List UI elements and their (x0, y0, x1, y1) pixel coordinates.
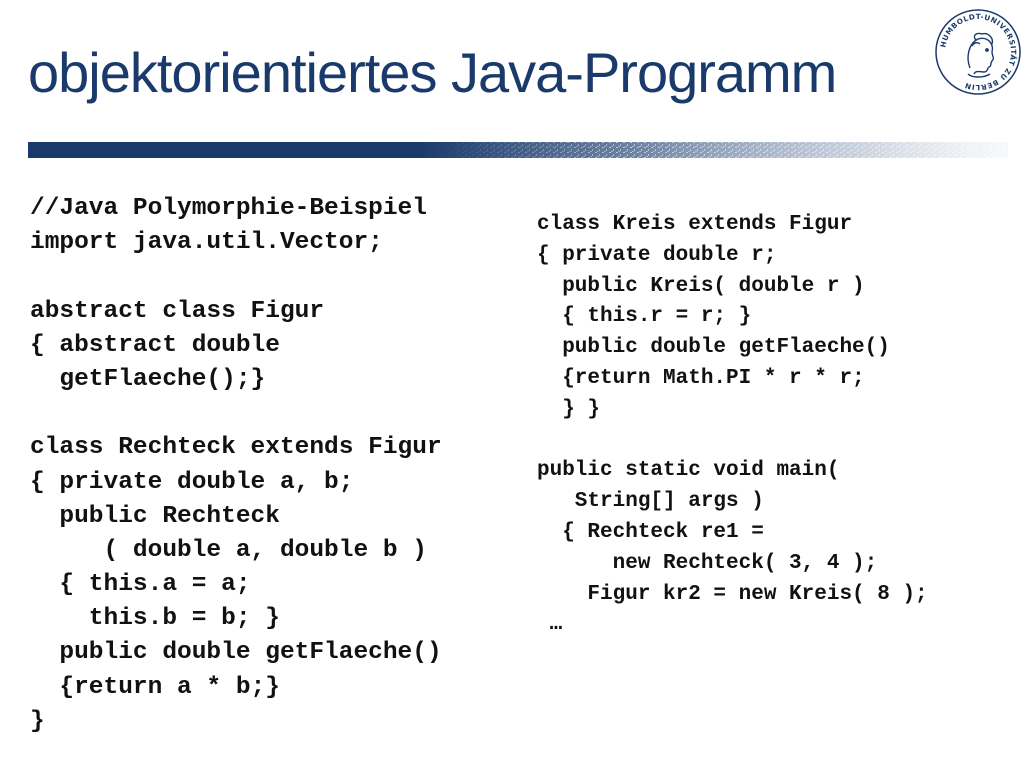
code-line: {return Math.PI * r * r; (537, 366, 865, 390)
code-line: { private double a, b; (30, 468, 354, 496)
code-line: //Java Polymorphie-Beispiel (30, 195, 427, 222)
code-line: getFlaeche();} (30, 365, 266, 393)
portrait-icon (968, 33, 993, 77)
code-line: { this.a = a; (30, 571, 251, 599)
code-line: { this.r = r; } (537, 305, 752, 329)
code-block-right (537, 210, 928, 641)
code-line: { private double r; (537, 243, 777, 267)
university-seal-logo (932, 6, 1024, 98)
code-line (537, 426, 928, 457)
code-line: String[] args ) (537, 490, 764, 514)
code-line: { abstract double (30, 331, 280, 359)
code-line: import java.util.Vector; (30, 229, 383, 257)
code-line: this.b = b; } (30, 605, 280, 633)
code-line: public Kreis( double r ) (537, 274, 865, 298)
code-line: class Kreis extends Figur (537, 213, 853, 236)
slide-title: objektorientiertes Java-Programm (28, 41, 837, 104)
code-line: … (537, 613, 563, 637)
code-line: Figur kr2 = new Kreis( 8 ); (537, 582, 928, 606)
seal-ring (936, 10, 1020, 94)
code-line: new Rechteck( 3, 4 ); (537, 551, 878, 575)
seal-text: HUMBOLDT-UNIVERSITÄT ZU BERLIN (938, 11, 1019, 93)
code-line: public double getFlaeche() (537, 336, 890, 360)
code-line: ( double a, double b ) (30, 536, 427, 564)
code-line: } } (537, 397, 601, 421)
code-line: public double getFlaeche() (30, 639, 442, 667)
code-line (30, 260, 442, 294)
code-line: { Rechteck re1 = (537, 520, 764, 544)
title-divider-bar (28, 142, 1008, 158)
code-line: public Rechteck (30, 502, 280, 530)
code-line: class Rechteck extends Figur (30, 434, 442, 462)
code-line: public static void main( (537, 459, 840, 483)
code-block-left (30, 192, 442, 739)
code-line: abstract class Figur (30, 297, 325, 325)
code-line: } (30, 707, 45, 735)
code-line (30, 397, 442, 431)
code-line: {return a * b;} (30, 673, 280, 701)
